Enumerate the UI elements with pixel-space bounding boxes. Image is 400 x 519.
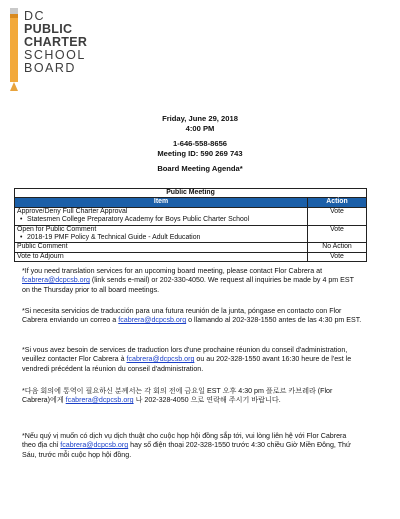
agenda-action: Vote bbox=[308, 225, 367, 243]
logo-line: PUBLIC bbox=[24, 22, 73, 36]
agenda-item: Vote to Adjourn bbox=[15, 252, 308, 261]
agenda-item: Open for Public Comment bbox=[17, 225, 97, 233]
logo-line: SCHOOL bbox=[24, 48, 86, 62]
agenda-action: Vote bbox=[308, 252, 367, 261]
notice-text: *다음 회의에 통역이 필요하신 분께서는 각 회의 전에 금요일 EST 오후 4:30 pm 플로르 카브레라 (Flor Cabrera)에게 bbox=[22, 387, 333, 405]
notice-text: ou au 202-328-1550 avant 16:30 heure de l'est le vendredi précédent la réunion du conseil d'administration. bbox=[22, 355, 352, 373]
notice-text: *Nếu quý vị muốn có dịch vụ dịch thuật cho cuộc họp hội đồng sắp tới, vui lòng liên hệ với Flor Cabrera theo địa chỉ bbox=[22, 432, 347, 450]
meeting-id: Meeting ID: 590 269 743 bbox=[157, 148, 243, 158]
agenda-action: No Action bbox=[308, 243, 367, 252]
agenda-table bbox=[14, 188, 367, 262]
logo-line: BOARD bbox=[24, 61, 76, 75]
agenda-action: Vote bbox=[308, 207, 367, 225]
translation-notice-spanish bbox=[22, 307, 362, 326]
logo-line: CHARTER bbox=[24, 35, 88, 49]
table-row bbox=[15, 252, 367, 261]
email-link[interactable]: fcabrera@dcpcsb.org bbox=[126, 355, 195, 364]
email-link[interactable]: fcabrera@dcpcsb.org bbox=[65, 396, 134, 405]
notice-text: hay số điện thoại 202-328-1550 trước 4:30 chiều Giờ Miền Đông, Thứ Sáu, trước mỗi cuộc họp hội đồng. bbox=[22, 441, 351, 459]
notice-text: *Si necesita servicios de traducción para una futura reunión de la junta, póngase en contacto con Flor Cabrera enviando un correo a bbox=[22, 307, 342, 325]
logo-wordmark bbox=[24, 10, 87, 75]
meeting-date: Friday, June 29, 2018 bbox=[162, 114, 238, 123]
translation-notice-korean bbox=[22, 387, 362, 406]
table-row bbox=[15, 207, 367, 225]
logo-line: DC bbox=[24, 9, 46, 23]
agenda-subitem: • 2018-19 PMF Policy & Technical Guide - Adult Education bbox=[17, 234, 305, 242]
agenda-title: Board Meeting Agenda* bbox=[157, 164, 243, 173]
dc-pcsb-logo bbox=[10, 8, 130, 98]
translation-notice-french bbox=[22, 346, 362, 374]
column-header-action: Action bbox=[308, 198, 367, 207]
translation-notice-vietnamese bbox=[22, 432, 362, 460]
section-title: Public Meeting bbox=[15, 189, 367, 198]
notice-text: *Si vous avez besoin de services de traduction lors d'une prochaine réunion du conseil d'administration, veuillez contacter Flor Cabrera à bbox=[22, 346, 348, 364]
notice-text: o llamando al 202-328-1550 antes de las 4:30 pm EST. bbox=[186, 316, 362, 325]
agenda-item: Public Comment bbox=[15, 243, 308, 252]
notice-text: (link sends e-mail) or 202-330-4050. We request all inquiries be made by 4 pm EST on the Thursday prior to all board meetings. bbox=[22, 276, 354, 294]
email-link[interactable]: fcabrera@dcpcsb.org bbox=[60, 441, 129, 450]
meeting-time: 4:00 PM bbox=[185, 123, 215, 133]
email-link[interactable]: fcabrera@dcpcsb.org bbox=[118, 316, 187, 325]
notice-text: *If you need translation services for an upcoming board meeting, please contact Flor Cabrera at bbox=[22, 267, 323, 275]
agenda-item: Approve/Deny Full Charter Approval bbox=[17, 207, 128, 215]
pencil-icon bbox=[10, 8, 18, 91]
column-header-item: Item bbox=[15, 198, 308, 207]
notice-text: 나 202-328-4050 으로 연락해 주시기 바랍니다. bbox=[133, 396, 281, 405]
dial-in-info bbox=[0, 139, 400, 158]
table-row bbox=[15, 243, 367, 252]
meeting-datetime bbox=[0, 114, 400, 133]
agenda-subitem: • Statesmen College Preparatory Academy for Boys Public Charter School bbox=[17, 216, 305, 224]
email-link[interactable]: fcabrera@dcpcsb.org bbox=[22, 276, 90, 285]
table-row bbox=[15, 225, 367, 243]
translation-notice-english bbox=[22, 267, 362, 295]
phone-number: 1-646-558-8656 bbox=[172, 139, 228, 148]
